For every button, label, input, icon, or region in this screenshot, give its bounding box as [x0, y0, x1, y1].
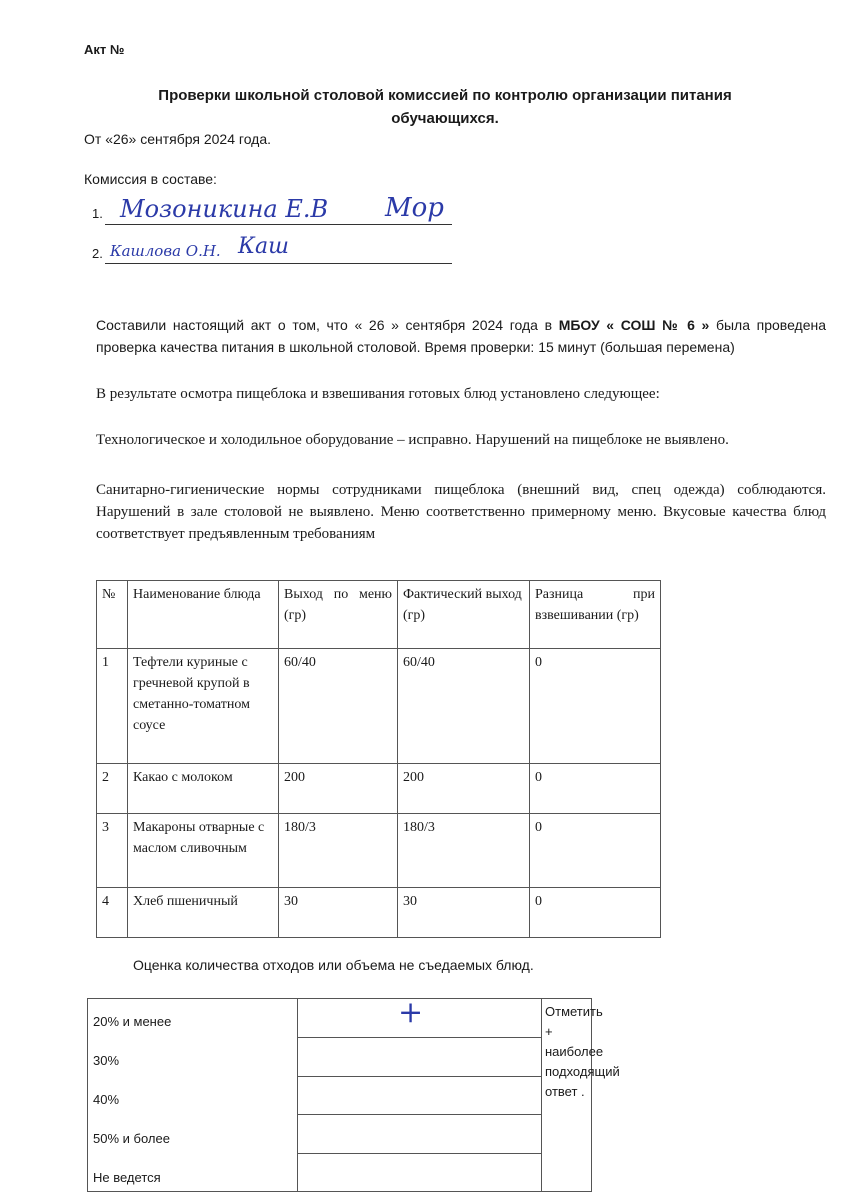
cell: 0: [530, 814, 661, 888]
table-row: [97, 764, 661, 814]
commission-label: Комиссия в составе:: [84, 171, 217, 187]
header-cell: Фактический выход (гр): [398, 581, 530, 649]
cell: 180/3: [398, 814, 530, 888]
cell: 30: [279, 888, 398, 938]
cell: 1: [97, 649, 128, 764]
school-name: МБОУ « СОШ № 6 »: [558, 317, 710, 333]
header-cell: Наименование блюда: [128, 581, 279, 649]
paragraph: Санитарно-гигиенические нормы сотрудниками пищеблока (внешний вид, спец одежда) соблюдаются. Нарушений в зале столовой не выявлено. Меню соответственно примерному меню. Вкусовые качества блюд соответствует предъявленным требованиям: [96, 482, 826, 542]
waste-note: Отметить + наиболее подходящий ответ .: [545, 1004, 620, 1099]
cell: Тефтели куриные с гречневой крупой в сметанно-томатном соусе: [128, 649, 279, 764]
act-label: Акт №: [84, 42, 125, 57]
table-row: [97, 814, 661, 888]
member-number: 1.: [92, 206, 103, 221]
paragraph: Технологическое и холодильное оборудование – исправно. Нарушений на пищеблоке не выявлено.: [96, 432, 729, 448]
intro-text: Составили настоящий акт о том, что « 26 » сентября 2024 года в: [96, 317, 559, 333]
cell: 180/3: [279, 814, 398, 888]
option-label: 20% и менее: [93, 1014, 172, 1029]
cell: 4: [97, 888, 128, 938]
dishes-table: [96, 580, 661, 938]
waste-table: [87, 995, 620, 1192]
mark-column: [297, 995, 542, 1191]
cell: 3: [97, 814, 128, 888]
cell: Макароны отварные с маслом сливочным: [128, 814, 279, 888]
signature: Каш: [238, 234, 289, 259]
paragraph: В результате осмотра пищеблока и взвешивания готовых блюд установлено следующее:: [96, 386, 660, 402]
header-cell: Выход по меню (гр): [279, 581, 398, 649]
table-header-row: [97, 581, 661, 649]
intro-paragraph: [96, 314, 826, 358]
signature: Мор: [385, 193, 444, 223]
cell: 0: [530, 764, 661, 814]
cell: 200: [279, 764, 398, 814]
signature-line: [105, 263, 452, 264]
cell: Какао с молоком: [128, 764, 279, 814]
option-label: 50% и более: [93, 1131, 170, 1146]
member-number: 2.: [92, 246, 103, 261]
checkmark-plus: +: [398, 995, 424, 1030]
cell: 0: [530, 649, 661, 764]
signature-line: [105, 224, 452, 225]
waste-options: [93, 1002, 171, 1197]
cell: 200: [398, 764, 530, 814]
intro-text: была проведена проверка качества питания в школьной столовой. Время проверки: 15 минут (большая перемена): [96, 317, 827, 355]
cell: 60/40: [279, 649, 398, 764]
cell: 0: [530, 888, 661, 938]
table-row: [97, 888, 661, 938]
document-title: [0, 84, 865, 130]
option-label: Не ведется: [93, 1170, 161, 1185]
option-label: 40%: [93, 1092, 120, 1107]
member-name-handwritten: Кашлова О.Н.: [110, 242, 221, 260]
header-cell: Разница при взвешивании (гр): [530, 581, 661, 649]
option-label: 30%: [93, 1053, 120, 1068]
cell: 30: [398, 888, 530, 938]
title-line-1: Проверки школьной столовой комиссией по контролю организации питания: [158, 87, 732, 104]
waste-caption: Оценка количества отходов или объема не съедаемых блюд.: [133, 957, 534, 973]
header-cell: №: [97, 581, 128, 649]
member-name-handwritten: Мозоникина Е.В: [120, 195, 329, 223]
cell: Хлеб пшеничный: [128, 888, 279, 938]
table-row: [97, 649, 661, 764]
act-date: От «26» сентября 2024 года.: [84, 131, 272, 147]
cell: 2: [97, 764, 128, 814]
cell: 60/40: [398, 649, 530, 764]
title-line-2: обучающихся.: [391, 110, 499, 127]
